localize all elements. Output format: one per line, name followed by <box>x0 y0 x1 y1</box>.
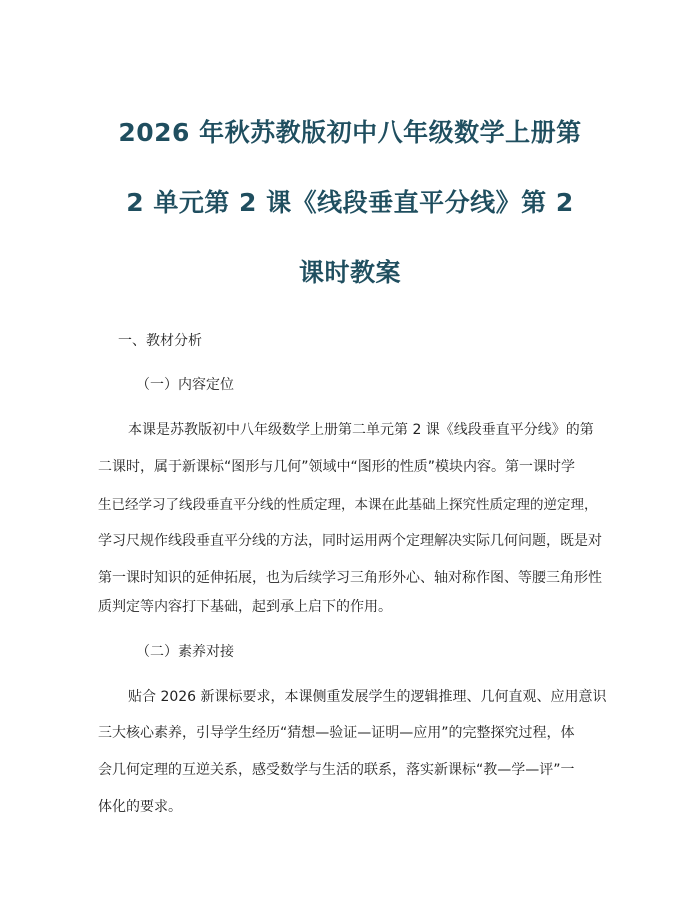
document-title-line-3: 课时教案 <box>298 258 401 287</box>
paragraph-2-line: 会几何定理的互逆关系，感受数学与生活的联系，落实新课标“教—学—评”一 <box>98 762 575 778</box>
paragraph-1-line: 学习尺规作线段垂直平分线的方法，同时运用两个定理解决实际几何问题，既是对 <box>98 533 602 549</box>
paragraph-1-line: 第一课时知识的延伸拓展，也为后续学习三角形外心、轴对称作图、等腰三角形性 <box>98 570 602 586</box>
paragraph-1-line: 本课是苏教版初中八年级数学上册第二单元第 2 课《线段垂直平分线》的第 <box>128 422 594 438</box>
paragraph-1-line: 生已经学习了线段垂直平分线的性质定理，本课在此基础上探究性质定理的逆定理， <box>98 497 598 513</box>
paragraph-2-line: 贴合 2026 新课标要求，本课侧重发展学生的逻辑推理、几何直观、应用意识 <box>128 689 607 705</box>
section-heading-textbook-analysis: 一、教材分析 <box>118 333 202 349</box>
document-title-line-1: 2026 年秋苏教版初中八年级数学上册第 <box>118 118 582 147</box>
paragraph-1-line: 二课时，属于新课标“图形与几何”领域中“图形的性质”模块内容。第一课时学 <box>98 459 576 475</box>
subsection-heading-content-positioning: （一）内容定位 <box>136 377 234 393</box>
paragraph-2-line: 体化的要求。 <box>98 799 182 815</box>
paragraph-2-line: 三大核心素养，引导学生经历“猜想—验证—证明—应用”的完整探究过程，体 <box>98 725 575 741</box>
subsection-heading-literacy-alignment: （二）素养对接 <box>136 644 234 660</box>
paragraph-1-line: 质判定等内容打下基础，起到承上启下的作用。 <box>98 599 392 615</box>
document-title-line-2: 2 单元第 2 课《线段垂直平分线》第 2 <box>126 188 574 217</box>
